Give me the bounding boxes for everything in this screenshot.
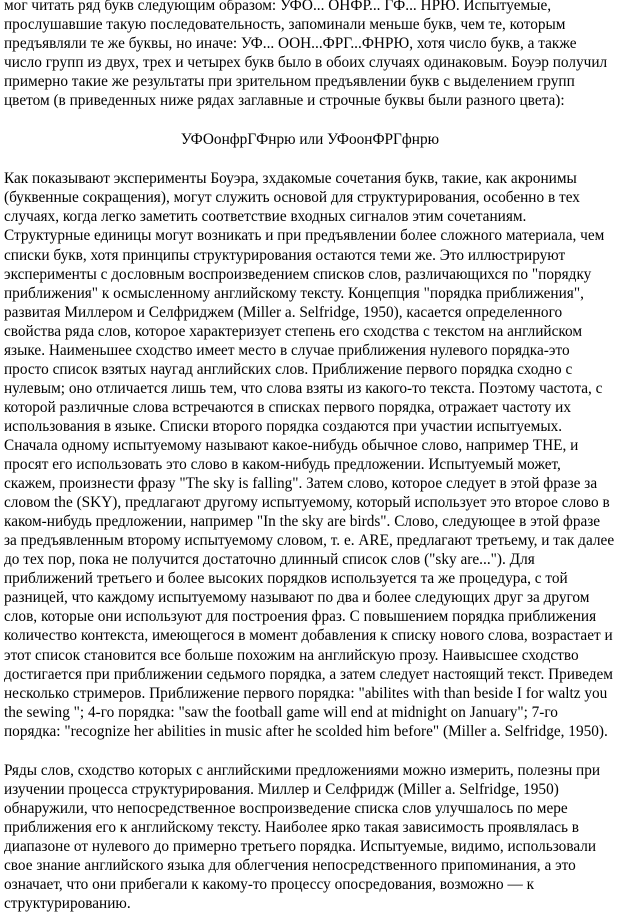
paragraph-2: Как показывают эксперименты Боуэра, зхдакомые сочетания букв, такие, как акронимы (буквенные сокращения), могут служить основой для структурирования, особенно в тех случаях, когда легко заметить соответствие входных сигналов этим сочетаниям. Структурные единицы могут возникать и при предъявлении более сложного материала, чем списки букв, хотя принципы структурирования остаются теми же. Это иллюстрируют эксперименты с дословным воспроизведением списков слов, различающихся по "порядку приближения" к осмысленному английскому тексту. Концепция "порядка приближения", развитая Миллером и Селфриджем (Miller a. Selfridge, 1950), касается определенного свойства ряда слов, которое характеризует степень его сходства с текстом на английском языке. Наименьшее сходство имеет место в случае приближения нулевого порядка-это просто список взятых наугад английских слов. Приближение первого порядка сходно с нулевым; оно отличается лишь тем, что слова взяты из какого-то текста. Поэтому частота, с которой различные слова встречаются в списках первого порядка, отражает частоту их использования в языке. Списки второго порядка создаются при участии испытуемых. Сначала одному испытуемому называют какое-нибудь обычное слово, например THE, и просят его использовать это слово в каком-нибудь предложении. Испытуемый может, скажем, произнести фразу "The sky is falling". Затем слово, которое следует в этой фразе за словом the (SKY), предлагают другому испытуемому, который использует это второе слово в каком-нибудь предложении, например "In the sky are birds". Слово, следующее в этой фразе за предъявленным второму испытуемому словом, т. е. ARE, предлагают третьему, и так далее до тех пор, пока не получится достаточно длинный список слов ("sky are..."). Для приближений третьего и более высоких порядков используется та же процедура, с той разницей, что каждому испытуемому называют по два и более следующих друг за другом слов, которые они используют для построения фраз. С повышением порядка приближения количество контекста, имеющегося в момент добавления к списку нового слова, возрастает и этот список становится все больше похожим на английскую прозу. Наивысшее сходство достигается при приближении седьмого порядка, а затем следует настоящий текст. Приведем несколько стримеров. Приближение первого порядка: "abilites with than beside I for waltz you the sewing "; 4-го порядка: "saw the football game will end at midnight on January"; 7-го порядка: "recognize her abilities in music after he scolded him before" (Miller a. Selfridge, 1950).: [4, 170, 615, 740]
letter-sequence-example: УФОонфрГФнрю или УФоонФРГфнрю: [180, 131, 440, 149]
paragraph-1: мог читать ряд букв следующим образом: УФО... ОНФР... ГФ... НРЮ. Испытуемые, прослушавшие такую последовательность, запоминали меньше букв, чем те, которым предъявляли те же буквы, но иначе: УФ... ООН...ФРГ...ФНРЮ, хотя число букв, а также число групп из двух, трех и четырех букв было в обоих случаях одинаковым. Боуэр получил примерно такие же результаты при зрительном предъявлении букв с выделением групп цветом (в приведенных ниже рядах заглавные и строчные буквы были разного цвета):: [4, 0, 608, 110]
paragraph-spacer: [4, 149, 616, 169]
paragraph-spacer: [4, 741, 616, 761]
paragraph-3: Ряды слов, сходство которых с английскими предложениями можно измерить, полезны при изучении процесса структурирования. Миллер и Селфридж (Miller a. Selfridge, 1950) обнаружили, что непосредственное воспроизведение списка слов улучшалось по мере приближения его к английскому тексту. Наиболее ярко такая зависимость проявлялась в диапазоне от нулевого до примерно третьего порядка. Испытуемые, видимо, использовали свое знание английского языка для облегчения непосредственного припоминания, а это означает, что они прибегали к какому-то процессу опосредования, возможно — к структурированию.: [4, 761, 601, 913]
paragraph-spacer: [4, 110, 616, 130]
